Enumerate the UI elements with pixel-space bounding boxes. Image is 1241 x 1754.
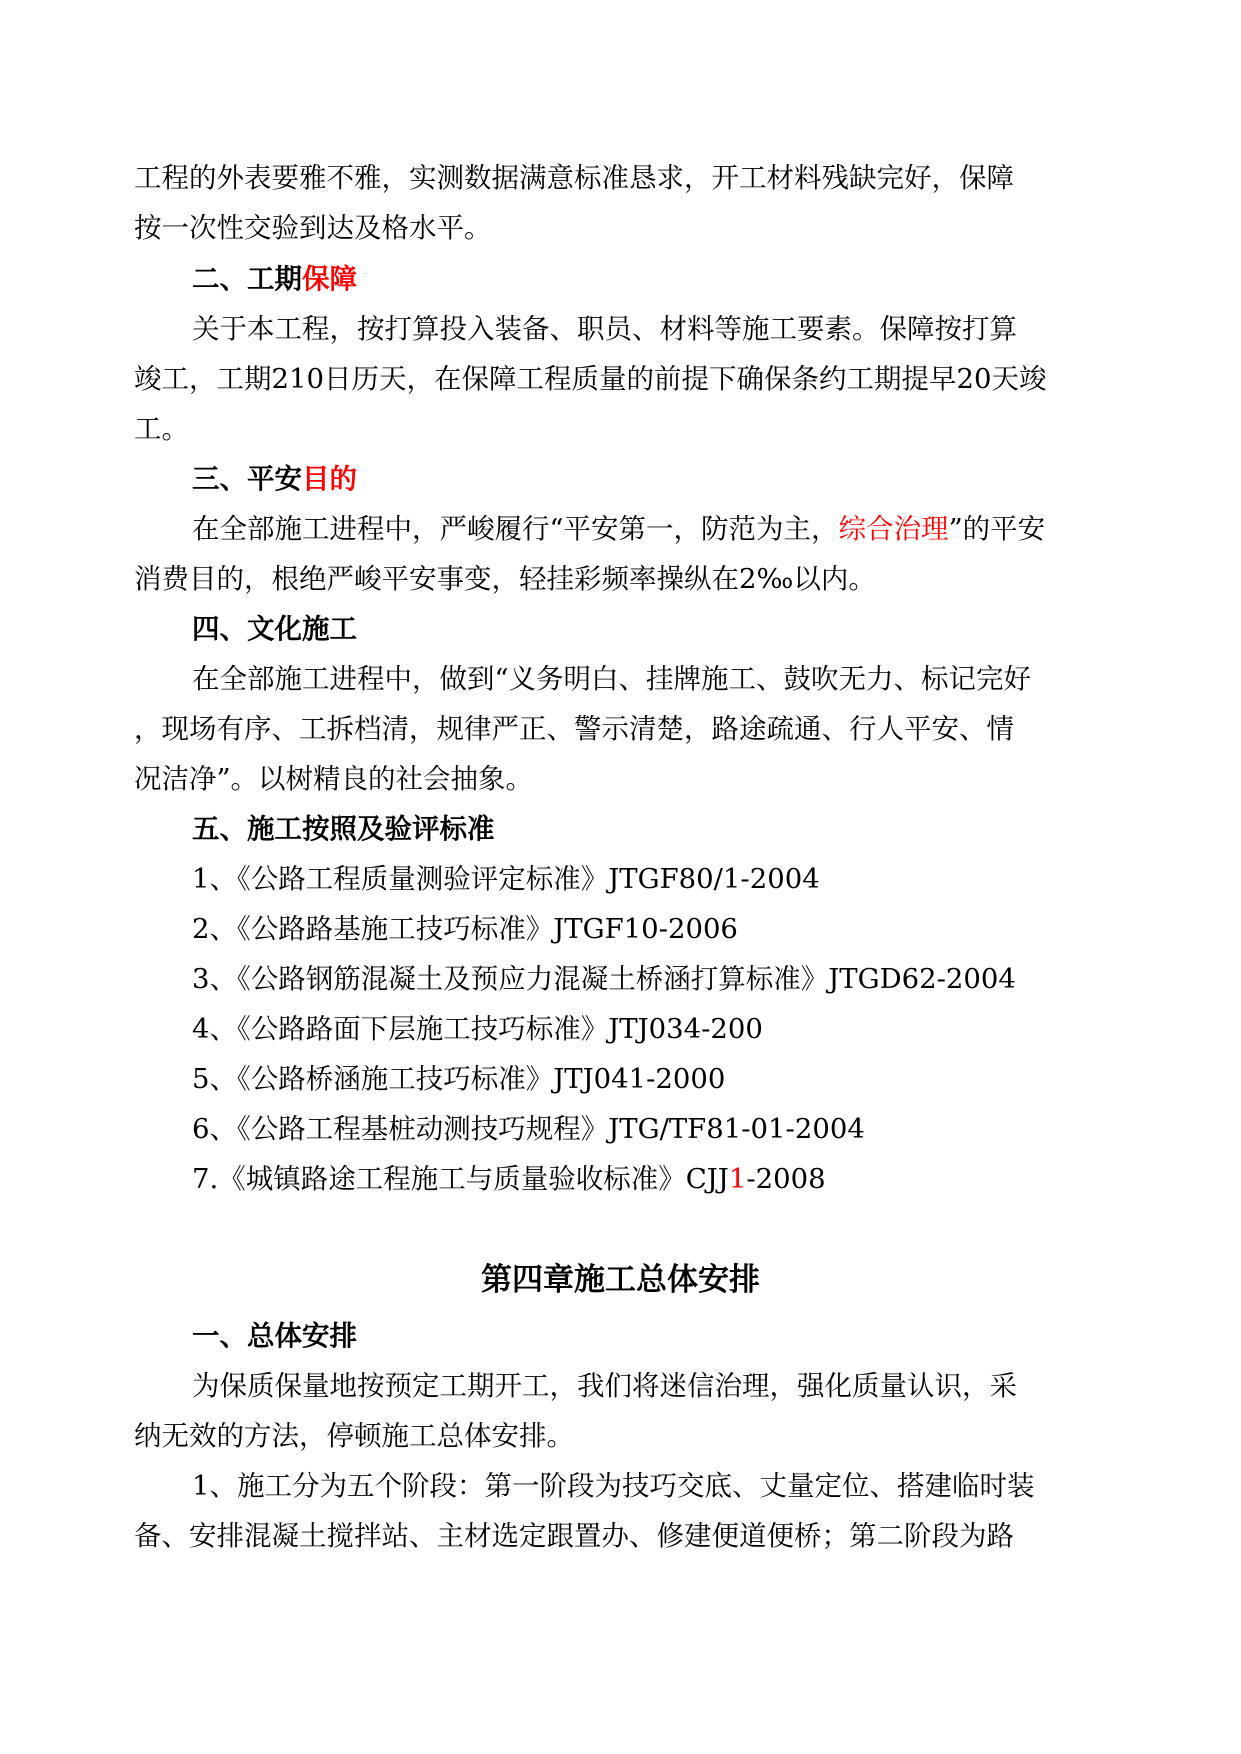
section-heading-safety [192, 463, 357, 495]
text-run: -2008 [746, 1163, 826, 1195]
text-run: ”的平安 [948, 513, 1046, 545]
paragraph-line: 工程的外表要雅不雅，实测数据满意标准恳求，开工材料残缺完好，保障 [134, 162, 1014, 194]
standard-list-item [192, 1163, 826, 1195]
text-run-red: 综合治理 [838, 513, 949, 545]
standard-list-item: 2、《公路路基施工技巧标准》JTGF10-2006 [192, 913, 738, 945]
standard-list-item: 4、《公路路面下层施工技巧标准》JTJ034-200 [192, 1013, 763, 1045]
section-heading-overall: 一、总体安排 [192, 1320, 357, 1352]
paragraph-line: 为保质保量地按预定工期开工，我们将迷信治理，强化质量认识，采 [192, 1370, 1017, 1402]
paragraph-line: 况洁净”。以树精良的社会抽象。 [134, 763, 534, 795]
standard-list-item: 3、《公路钢筋混凝土及预应力混凝土桥涵打算标准》JTGD62-2004 [192, 963, 1016, 995]
text-run-red: 1 [728, 1163, 747, 1195]
heading-text-red: 保障 [302, 263, 357, 295]
paragraph-line: 1、施工分为五个阶段：第一阶段为技巧交底、丈量定位、搭建临时装 [192, 1470, 1035, 1502]
heading-text: 三、平安 [192, 463, 302, 495]
standard-list-item: 1、《公路工程质量测验评定标准》JTGF80/1-2004 [192, 863, 820, 895]
heading-text: 二、工期 [192, 263, 302, 295]
section-heading-schedule [192, 263, 357, 295]
paragraph-line: 关于本工程，按打算投入装备、职员、材料等施工要素。保障按打算 [192, 313, 1017, 345]
section-heading-standards: 五、施工按照及验评标准 [192, 813, 495, 845]
section-heading-civilized: 四、文化施工 [192, 613, 357, 645]
chapter-title: 第四章施工总体安排 [481, 1262, 760, 1298]
standard-list-item: 6、《公路工程基桩动测技巧规程》JTG/TF81-01-2004 [192, 1113, 865, 1145]
text-run: 7.《城镇路途工程施工与质量验收标准》CJJ [192, 1163, 729, 1195]
text-run: 在全部施工进程中，严峻履行“平安第一，防范为主， [192, 513, 839, 545]
paragraph-line: 备、安排混凝土搅拌站、主材选定跟置办、修建便道便桥；第二阶段为路 [134, 1520, 1014, 1552]
paragraph-line: ，现场有序、工拆档清，规律严正、警示清楚，路途疏通、行人平安、情 [134, 713, 1014, 745]
heading-text-red: 目的 [302, 463, 357, 495]
paragraph-line: 按一次性交验到达及格水平。 [134, 212, 492, 244]
paragraph-line: 消费目的，根绝严峻平安事变，轻挂彩频率操纵在2‰以内。 [134, 563, 876, 595]
paragraph-line: 竣工，工期210日历天，在保障工程质量的前提下确保条约工期提早20天竣 [134, 363, 1047, 395]
paragraph-line: 纳无效的方法，停顿施工总体安排。 [134, 1420, 574, 1452]
paragraph-line: 工。 [134, 413, 189, 445]
standard-list-item: 5、《公路桥涵施工技巧标准》JTJ041-2000 [192, 1063, 726, 1095]
paragraph-line [192, 513, 1045, 545]
paragraph-line: 在全部施工进程中，做到“义务明白、挂牌施工、鼓吹无力、标记完好 [192, 663, 1032, 695]
